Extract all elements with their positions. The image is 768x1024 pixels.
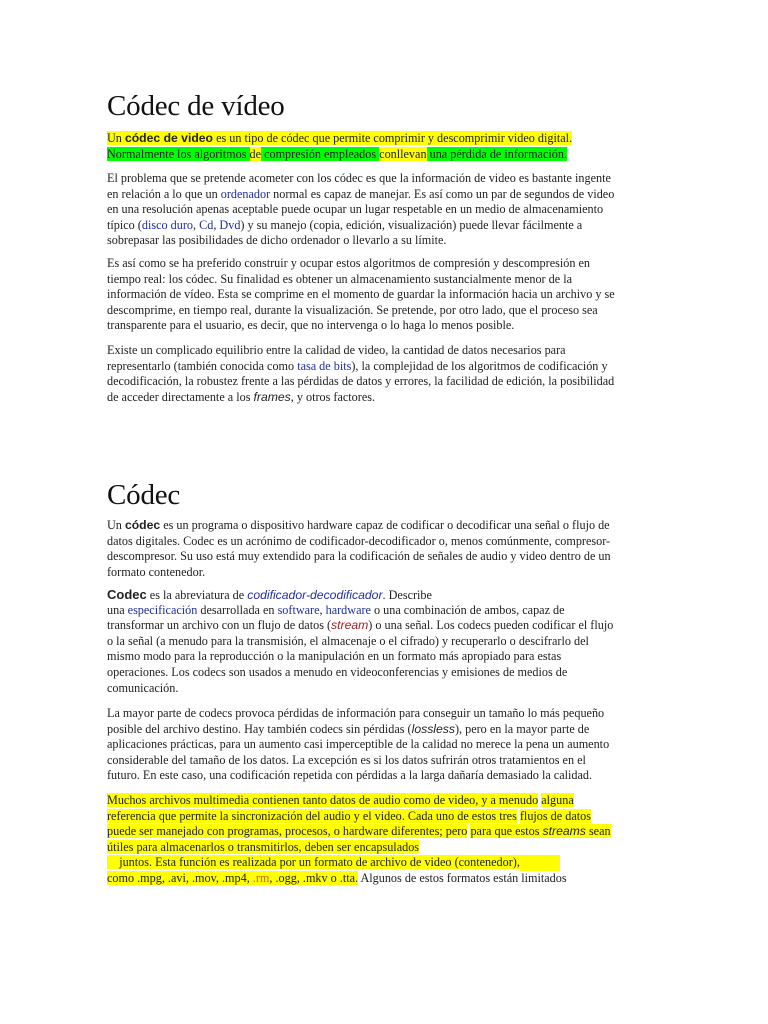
text-line: tiempo real: los códec. Su finalidad es obtener un almacenamiento sustancialmente menor de la [107, 271, 572, 286]
text: . Describe [382, 588, 432, 602]
text: , [193, 217, 200, 232]
text: ), la complejidad de los algoritmos de codificación y [351, 358, 608, 373]
text: , [319, 602, 326, 617]
text: ), pero en la mayor parte de [454, 721, 590, 736]
text-line: datos digitales. Codec es un acrónimo de codificador-decodificador o, menos comúnmente, compresor- [107, 533, 611, 548]
link-cd[interactable]: Cd [199, 217, 214, 232]
term-codec: códec [124, 518, 161, 532]
text: conllevan [379, 146, 427, 161]
section2-paragraph-3 [107, 706, 655, 784]
text: como .mpg, .avi, .mov, .mp4, [107, 870, 253, 885]
text-line: formato contenedor. [107, 564, 206, 579]
section1-paragraph-3 [107, 256, 655, 334]
section1-paragraph-4 [107, 343, 655, 405]
text-line: transparente para el usuario, es decir, que no intervenga o lo haga lo menos posible. [107, 318, 515, 333]
text: juntos. Esta función es realizada por un formato de archivo de video (contenedor), [107, 855, 520, 870]
text-line: operaciones. Los codecs son usados a menudo en videoconferencias y emisiones de medios de [107, 664, 568, 679]
text-line: futuro. En este caso, una codificación repetida con pérdidas a la larga dañaría demasiado la calidad. [107, 768, 593, 783]
text: flujos de datos [519, 808, 591, 823]
text: Algunos de estos formatos están limitados [358, 870, 567, 885]
section-title-codec-de-video: Códec de vídeo [107, 90, 285, 122]
link-especificacion[interactable]: especificación [127, 602, 198, 617]
text: , [213, 217, 220, 232]
text-line: Es así como se ha preferido construir y ocupar estos algoritmos de compresión y descompresión en [107, 256, 590, 270]
text: Muchos archivos multimedia contienen tanto datos de audio como de video, y a menudo [107, 793, 539, 807]
text: desarrollada en [197, 602, 278, 617]
text: Un [107, 518, 125, 532]
text: posible del archivo destino. Hay también codecs sin pérdidas ( [107, 721, 412, 736]
text-line: El problema que se pretende acometer con los códec es que la información de video es bastante ingente [107, 171, 611, 185]
text: o una combinación de ambos, capaz de [370, 602, 565, 617]
section1-paragraph-2 [107, 171, 655, 249]
text-line: en una resolución apenas aceptable puede ocupar un lugar respetable en un medio de almacenamiento [107, 202, 604, 217]
text: de [249, 146, 262, 161]
link-codificador-decodificador[interactable]: codificador-decodificador [247, 588, 383, 602]
text: normal es capaz de manejar. Es así como un par de segundos de video [270, 186, 615, 201]
text: para que estos [470, 824, 543, 839]
term-codec-bold: Codec [107, 587, 147, 602]
text-line: decodificación, la robustez frente a las pérdidas de datos y errores, la facilidad de edición, la posibilidad [107, 374, 615, 389]
text: alguna [541, 793, 574, 807]
link-ordenador[interactable]: ordenador [220, 186, 271, 201]
text: típico ( [107, 217, 142, 232]
link-dvd[interactable]: Dvd [219, 217, 241, 232]
text-line: sobrepasar las posibilidades de dicho ordenador o llevarlo a su límite. [107, 233, 447, 248]
text-line: Existe un complicado equilibrio entre la calidad de video, la cantidad de datos necesarios para [107, 343, 566, 357]
text: útiles para almacenarlos o transmitirlos, deben ser encapsulados [107, 839, 420, 854]
section1-paragraph-1 [107, 131, 655, 162]
text-line: mismo modo para la reproducción o la manipulación en un formato más apropiado para estas [107, 649, 562, 664]
text: puede ser manejado con programas, procesos, o hardware diferentes; pero [107, 824, 468, 839]
text-line: información de vídeo. Esta se comprime en el momento de guardar la información hacia un archivo y se [107, 287, 615, 302]
term-frames: frames [253, 389, 291, 404]
text: transformar un archivo con un flujo de datos ( [107, 618, 332, 633]
text-line: considerable del tamaño de los datos. La excepción es si los datos sufrirán otros tratamientos en el [107, 752, 586, 767]
text: ) o una señal. Los codecs pueden codificar el flujo [368, 618, 614, 633]
text: es la abreviatura de [146, 588, 248, 602]
text-rm: .rm [252, 870, 270, 885]
text: compresión empleados [261, 146, 380, 161]
text: Un [107, 131, 125, 145]
text-line: comunicación. [107, 680, 179, 695]
text: es un tipo de códec que permite comprimir y descomprimir video digital. [213, 131, 573, 145]
text: referencia que permite la sincronización del audio y el video. Cada uno de estos tres [107, 808, 517, 823]
text: ) y su manejo (copia, edición, visualización) puede llevar fácilmente a [240, 217, 583, 232]
section2-paragraph-4-highlighted [107, 793, 655, 887]
section-title-codec: Códec [107, 479, 181, 511]
link-hardware[interactable]: hardware [325, 602, 371, 617]
text: de acceder directamente a los [107, 389, 254, 404]
text-line: aplicaciones prácticas, para un aumento casi imperceptible de la calidad no merece la pena un aumento [107, 737, 610, 752]
text: una [107, 602, 128, 617]
link-disco-duro[interactable]: disco duro [141, 217, 193, 232]
text: , .ogg, .mkv o .tta. [269, 870, 359, 885]
text-line: La mayor parte de codecs provoca pérdidas de información para conseguir un tamaño lo más pequeño [107, 706, 605, 720]
term-streams: streams [542, 824, 586, 839]
text: una pérdida de información. [426, 146, 567, 161]
text: Normalmente los algoritmos [107, 146, 250, 161]
link-tasa-de-bits[interactable]: tasa de bits [297, 358, 352, 373]
text: , y otros factores. [290, 389, 376, 404]
term-codec-de-video: códec de video [124, 131, 214, 145]
term-lossless: lossless [411, 721, 455, 736]
section2-paragraph-2 [107, 587, 655, 696]
link-stream[interactable]: stream [331, 618, 369, 633]
text-line: o la señal (a menudo para la transmisión, el almacenaje o el cifrado) y recuperarlo o descifrarlo del [107, 633, 589, 648]
text: es un programa o dispositivo hardware capaz de codificar o decodificar una señal o flujo de [160, 518, 610, 532]
text: en relación a lo que un [107, 186, 221, 201]
text: sean [585, 824, 611, 839]
text: representarlo (también conocida como [107, 358, 298, 373]
section2-paragraph-1 [107, 518, 655, 580]
text-line: descomprime, en tiempo real, durante la visualización. Se pretende, por otro lado, que el proceso sea [107, 302, 598, 317]
link-software[interactable]: software [277, 602, 320, 617]
text-line: descompresor. Su uso está muy extendido para la codificación de señales de audio y video dentro de un [107, 549, 611, 564]
